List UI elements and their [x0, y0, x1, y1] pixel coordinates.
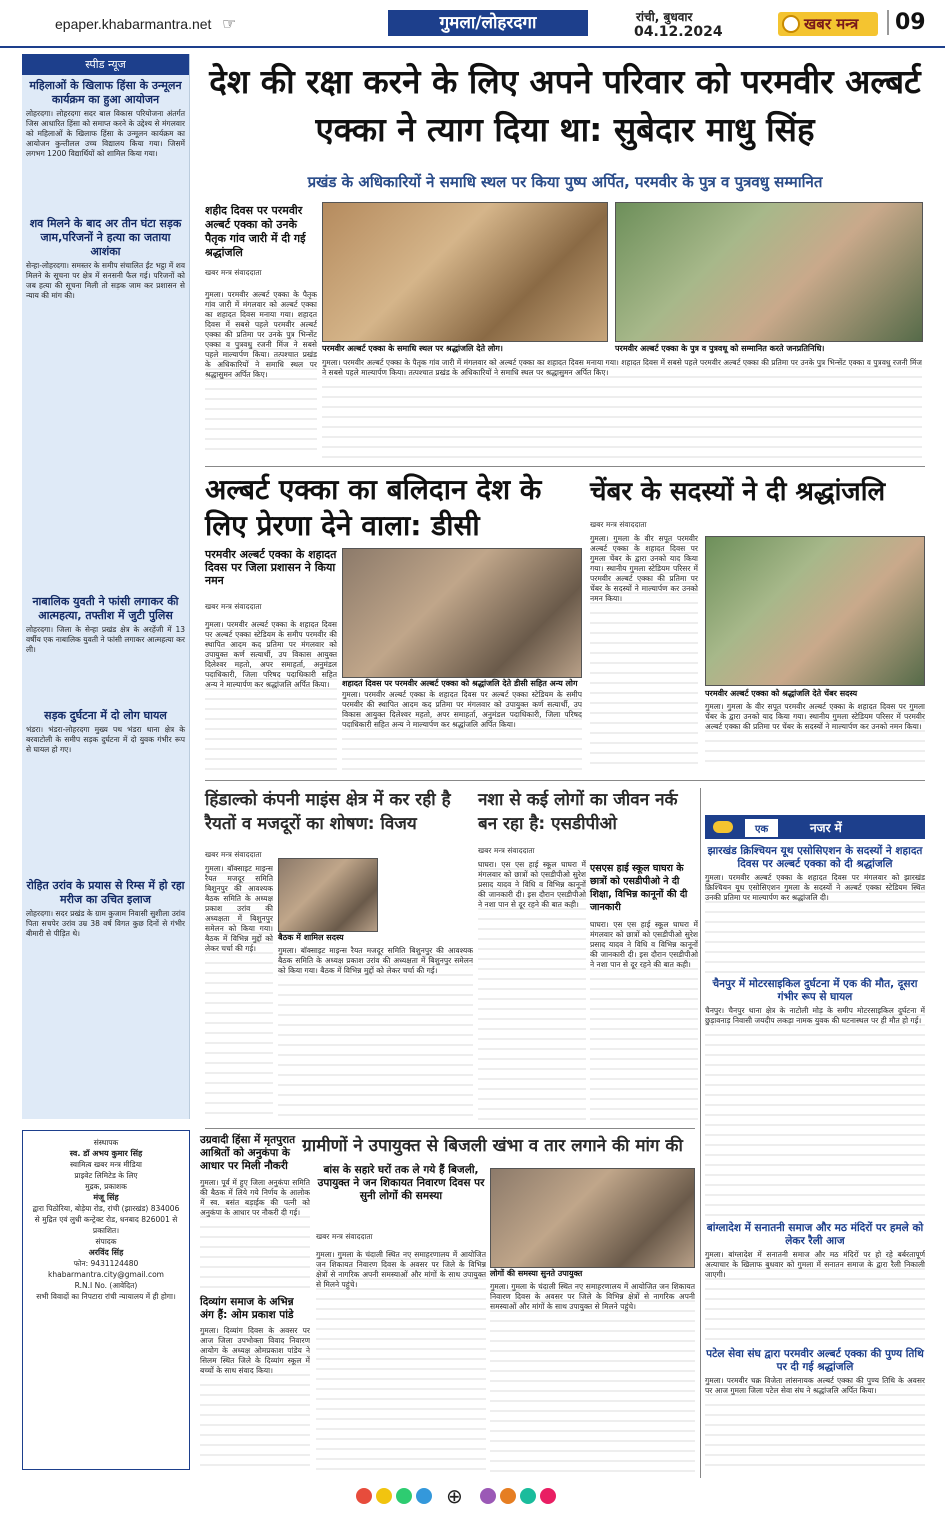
dateline-city: रांची, बुधवार	[636, 10, 693, 24]
lead-body-cols: गुमला। परमवीर अल्बर्ट एक्का के पैतृक गांव जारी में मंगलवार को अल्बर्ट एक्का का शहादत दिवस मनाया गया। शहादत दिवस में सबसे पहले परमवीर अल्बर्ट एक्का की प्रतिमा पर उनके पुत्र भिन्सेंट एक्का व पुत्रवधु रजनी मिंज ने सबसे पहले माल्यार्पण किया। तत्पश्चात प्रखंड के अधिकारियों ने समाधि स्थल पर श्रद्धासुमन अर्पित किए।	[322, 358, 922, 458]
rail-body: भंडरा। भंडरा-लोहरदगा मुख्य पथ भंडरा थाना क्षेत्र के बरवाटोली के समीप सड़क दुर्घटना में दो युवक गंभीर रूप से घायल हो गए।	[26, 725, 185, 754]
bijli-intro: बांस के सहारे घरों तक ले गये हैं बिजली, उपायुक्त ने जन शिकायत निवारण दिवस पर सुनी लोगों की समस्या	[317, 1164, 485, 1202]
band-ek: एक	[745, 819, 778, 837]
hindalco-body-col-1: गुमला। बॉक्साइट माइन्स रैयत मजदूर समिति बिशुनपुर की आवश्यक बैठक समिति के अध्यक्ष प्रकाश उरांव की अध्यक्षता में बिशुनपुर समेलन को किया गया। बैठक में विभिन्न मुद्दों को लेकर चर्चा की गई।	[205, 864, 273, 1122]
registration-dot	[520, 1488, 536, 1504]
dc-body-cols: गुमला। परमवीर अल्बर्ट एक्का के शहादत दिवस पर अल्बर्ट एक्का स्टेडियम के समीप परमवीर की स्थापित आदम कद प्रतिमा पर मंगलवार को उपायुक्त कर्ण सत्यार्थी, उप विकास आयुक्त दिलेश्वर महतो, अपर समाहर्ता, अनुमंडल पदाधिकारी, जिला परिषद पदाधिकारी सहित अन्य ने माल्यार्पण कर श्रद्धांजलि अर्पित किया।	[342, 690, 582, 770]
dc-byline: खबर मन्त्र संवाददाता	[205, 602, 262, 611]
chamber-photo[interactable]	[705, 536, 925, 686]
rail-item[interactable]	[22, 75, 189, 213]
lead-subheadline: प्रखंड के अधिकारियों ने समाधि स्थल पर किया पुष्प अर्पित, परमवीर के पुत्र व पुत्रवधु सम्मानित	[307, 173, 823, 191]
nazar-body: गुमला। परमवीर चक्र विजेता लांसनायक अल्बर्ट एक्का की पुण्य तिथि के अवसर पर आज गुमला जिला पटेल सेवा संघ ने श्रद्धांजलि अर्पित किया।	[705, 1376, 925, 1472]
bullet-icon	[713, 821, 733, 833]
registration-dot	[540, 1488, 556, 1504]
column-divider	[700, 788, 701, 1478]
bijli-photo-caption: लोगों की समस्या सुनते उपायुक्त	[490, 1268, 695, 1279]
nazar-body: चैनपुर। चैनपुर थाना क्षेत्र के नाटोली मोड़ के समीप मोटरसाइकिल दुर्घटना में छुड़ावनाड़ निवासी जयदीप लकड़ा नामक युवक की घटनास्थल पर ही मौत हो गई।	[705, 1006, 925, 1218]
site-url[interactable]: epaper.khabarmantra.net	[55, 16, 212, 32]
divyang-body: गुमला। दिव्यांग दिवस के अवसर पर आज जिला उपभोक्ता विवाद निवारण आयोग के अध्यक्ष ओमप्रकाश पांडेय ने सिलम स्थित जिले के दिव्यांग स्कूल में बच्चों के साथ संवाद किया।	[200, 1326, 310, 1474]
hindalco-body-cols: गुमला। बॉक्साइट माइन्स रैयत मजदूर समिति बिशुनपुर की आवश्यक बैठक समिति के अध्यक्ष प्रकाश उरांव की अध्यक्षता में बिशुनपुर समेलन को किया गया। बैठक में विभिन्न मुद्दों को लेकर चर्चा की गई।	[278, 946, 473, 1122]
address: द्वारा पिठोरिया, बोड़ेया रोड, रांची (झारखंड) 834006 से मुद्रित एवं लुधी कन्ट्रेक्ट रोड, धनबाद 826001 से प्रकाशित।	[32, 1204, 180, 1235]
nasha-body-col-1: घाघरा। एस एस हाई स्कूल घाघरा में मंगलवार को छात्रों को एसडीपीओ सुरेश प्रसाद यादव ने विधि व विभिन्न कानूनों की जानकारी दी। इस दौरान एसडीपीओ ने नशा पान से दूर रहने की बात कही।	[478, 860, 586, 1122]
registration-dot	[480, 1488, 496, 1504]
lead-photo-1[interactable]	[322, 202, 608, 342]
lead-photo-2[interactable]	[615, 202, 923, 342]
legal-note: सभी विवादों का निपटारा रांची न्यायालय में ही होगा।	[36, 1292, 176, 1301]
nasha-headline[interactable]: नशा से कई लोगों का जीवन नर्क बन रहा है: एसडीपीओ	[478, 790, 678, 834]
hindalco-photo[interactable]	[278, 858, 378, 932]
rail-headline: सड़क दुर्घटना में दो लोग घायल	[44, 709, 167, 722]
printer-label: मुद्रक, प्रकाशक	[85, 1182, 127, 1191]
nasha-byline: खबर मन्त्र संवाददाता	[478, 846, 535, 855]
bijli-body-col-1: गुमला। गुमला के चंदाली स्थित नए समाहरणालय में आयोजित जन शिकायत निवारण दिवस के अवसर पर जिले के विभिन्न क्षेत्रों से नागरिक अपनी समस्याओं और मांगों के साथ उपायुक्त से मिलने पहुंचे।	[316, 1250, 486, 1474]
chamber-byline: खबर मन्त्र संवाददाता	[590, 520, 647, 529]
section-title: गुमला/लोहरदगा	[388, 10, 588, 36]
chamber-body: गुमला। गुमला के वीर सपूत परमवीर अल्बर्ट एक्का के शहादत दिवस पर गुमला चेंबर के द्वारा उनको याद किया गया। स्थानीय गुमला स्टेडियम परिसर में परमवीर अल्बर्ट एक्का की प्रतिमा पर चेंबर के सदस्यों ने माल्यार्पण कर उनको नमन किया।	[590, 534, 698, 770]
logo-icon	[782, 15, 800, 33]
ek-nazar-band	[705, 815, 925, 839]
rail-body: लोहरदगा। सदर प्रखंड के ग्राम कुजाम निवासी सुशीला उरांव पिता सचपेर उरांव उम्र 38 वर्ष विगत कुछ दिनों से गंभीर बीमारी से पीड़ित थे।	[26, 909, 185, 938]
nasha-body-col-2: घाघरा। एस एस हाई स्कूल घाघरा में मंगलवार को छात्रों को एसडीपीओ सुरेश प्रसाद यादव ने विधि व विभिन्न कानूनों की जानकारी दी। इस दौरान एसडीपीओ ने नशा पान से दूर रहने की बात कही।	[590, 920, 698, 1122]
pointer-hand-icon: ☞	[222, 14, 237, 33]
publisher-label: स्वामित्व खबर मन्त्र मीडिया	[70, 1160, 142, 1169]
chamber-photo-caption: परमवीर अल्बर्ट एक्का को श्रद्धांजलि देते चेंबर सदस्य	[705, 688, 925, 699]
rail-headline: नाबालिक युवती ने फांसी लगाकर की आत्महत्या, तफ्तीश में जुटी पुलिस	[32, 595, 179, 622]
page-header	[0, 0, 945, 48]
lead-headline[interactable]: देश की रक्षा करने के लिए अपने परिवार को परमवीर अल्बर्ट एक्का ने त्याग दिया था: सुबेदार माधु सिंह	[209, 62, 921, 149]
lead-intro: शहीद दिवस पर परमवीर अल्बर्ट एक्का को उनके पैतृक गांव जारी में दी गई श्रद्धांजलि	[205, 204, 306, 259]
rail-item[interactable]	[22, 875, 189, 1029]
rail-item[interactable]	[22, 705, 189, 875]
lead-photo-2-caption: परमवीर अल्बर्ट एक्का के पुत्र व पुत्रवधू को सम्मानित करते जनप्रतिनिधि।	[615, 343, 923, 354]
crosshair-icon: ⊕	[446, 1484, 463, 1508]
rail-headline: महिलाओं के खिलाफ हिंसा के उन्मूलन कार्यक्रम का हुआ आयोजन	[29, 79, 182, 106]
naukri-body: गुमला। पूर्व में हुए जिला अनुकंपा समिति की बैठक में लिये गये निर्णय के आलोक में स्व. बसंत बड़ाईक की पत्नी को अनुकंपा के आधार पर नौकरी दी गई।	[200, 1178, 310, 1288]
dc-photo-caption: शहादत दिवस पर परमवीर अल्बर्ट एक्का को श्रद्धांजलि देते डीसी सहित अन्य लोग	[342, 678, 582, 689]
nazar-headline[interactable]: बांग्लादेश में सनातनी समाज और मठ मंदिरों पर हमले को लेकर रैली आज	[706, 1222, 924, 1247]
lead-photo-1-caption: परमवीर अल्बर्ट एक्का के समाधि स्थल पर श्रद्धांजलि देते लोग।	[322, 343, 608, 354]
rail-body: लोहरदगा। लोहरदगा सदर बाल विकास परियोजना अंतर्गत जिस आधारित हिंसा को समाप्त करने के उद्देश्य से मंगलवार को महिलाओं के खिलाफ हिंसा के उन्मूलन कार्यक्रम का आयोजन कुन्तीलल उच्च विद्यालय किया गया। जिसमें लगभग 1200 विद्यार्थियों को शामिल किया गया।	[26, 109, 185, 158]
rail-body: सेन्हा-लोहरदगा। समस्तर के समीप संचालित ईंट भट्ठा में शव मिलने के सूचना पर क्षेत्र में सनसनी फैल गई। परिजनों को जब हत्या की सूचना मिली तो सड़क जाम कर प्रशासन से न्याय की मांग की।	[26, 261, 185, 300]
registration-dot	[416, 1488, 432, 1504]
imprint-box	[22, 1130, 190, 1470]
brand-name: खबर मन्त्र	[804, 15, 859, 33]
registration-dot	[356, 1488, 372, 1504]
bijli-headline[interactable]: ग्रामीणों ने उपायुक्त से बिजली खंभा व तार लगाने की मांग की	[302, 1136, 683, 1156]
divider	[205, 466, 925, 467]
nazar-headline[interactable]: झारखंड क्रिश्चियन यूथ एसोसिएशन के सदस्यों ने शहादत दिवस पर अल्बर्ट एक्का को दी श्रद्धांजलि	[707, 845, 923, 870]
print-registration-bar	[0, 1484, 945, 1508]
founder-name: स्व. डॉ अभय कुमार सिंह	[69, 1149, 143, 1158]
bijli-body-cols: गुमला। गुमला के चंदाली स्थित नए समाहरणालय में आयोजित जन शिकायत निवारण दिवस के अवसर पर जिले के विभिन्न क्षेत्रों से नागरिक अपनी समस्याओं और मांगों के साथ उपायुक्त से मिलने पहुंचे।	[490, 1282, 695, 1474]
nazar-body: गुमला। बांग्लादेश में सनातनी समाज और मठ मंदिरों पर हो रहे बर्बरतापूर्ण अत्याचार के खिलाफ बुधवार को गुमला में सनातन समाज के द्वारा रैली निकाली जाएगी।	[705, 1250, 925, 1342]
divyang-headline[interactable]: दिव्यांग समाज के अभिन्न अंग हैं: ओम प्रकाश पांडे	[200, 1296, 294, 1321]
dc-body-col-1: गुमला। परमवीर अल्बर्ट एक्का के शहादत दिवस पर अल्बर्ट एक्का स्टेडियम के समीप परमवीर की स्थापित आदम कद प्रतिमा पर मंगलवार को उपायुक्त कर्ण सत्यार्थी, उप विकास आयुक्त दिलेश्वर महतो, अपर समाहर्ता, अनुमंडल पदाधिकारी, जिला परिषद पदाधिकारी सहित अन्य ने माल्यार्पण कर श्रद्धांजलि अर्पित किया।	[205, 620, 337, 770]
chamber-headline[interactable]: चेंबर के सदस्यों ने दी श्रद्धांजलि	[590, 477, 886, 507]
page-number: 09	[887, 10, 926, 35]
bijli-byline: खबर मन्त्र संवाददाता	[316, 1232, 373, 1241]
dateline-date: 04.12.2024	[634, 24, 723, 40]
nazar-body: गुमला। परमवीर अल्बर्ट एक्का के शहादत दिवस पर मंगलवार को झारखंड क्रिश्चियन यूथ एसोसिएशन गुमला के सदस्यों ने अल्बर्ट एक्का स्टेडियम स्थित उनकी प्रतिमा पर माल्यार्पण कर श्रद्धांजलि दी।	[705, 873, 925, 973]
rni: R.N.I No. (आवेदित)	[74, 1281, 138, 1290]
lead-body-col-1: गुमला। परमवीर अल्बर्ट एक्का के पैतृक गांव जारी में मंगलवार को अल्बर्ट एक्का का शहादत दिवस मनाया गया। शहादत दिवस में सबसे पहले परमवीर अल्बर्ट एक्का की प्रतिमा पर उनके पुत्र भिन्सेंट एक्का व पुत्रवधु रजनी मिंज ने सबसे पहले माल्यार्पण किया। तत्पश्चात प्रखंड के अधिकारियों ने समाधि स्थल पर श्रद्धासुमन अर्पित किए।	[205, 290, 317, 450]
registration-dot	[396, 1488, 412, 1504]
registration-dot	[500, 1488, 516, 1504]
rail-item[interactable]	[22, 591, 189, 705]
rail-body: लोहरदगा। जिला के सेन्हा प्रखंड क्षेत्र के अरहेंजी में 13 वर्षीय एक नाबालिक युवती ने फांसी लगाकर आत्महत्या कर ली।	[26, 625, 185, 654]
phone[interactable]: फोन: 9431124480	[73, 1259, 139, 1268]
hindalco-headline[interactable]: हिंडाल्को कंपनी माइंस क्षेत्र में कर रही है रैयतों व मजदूरों का शोषण: विजय	[205, 790, 451, 834]
hindalco-byline: खबर मन्त्र संवाददाता	[205, 850, 262, 859]
dc-photo[interactable]	[342, 548, 582, 678]
editor-name: अरविंद सिंह	[88, 1248, 124, 1257]
nazar-headline[interactable]: चैनपुर में मोटरसाइकिल दुर्घटना में एक की मौत, दूसरा गंभीर रूप से घायल	[712, 978, 918, 1003]
rail-headline: रोहित उरांव के प्रयास से रिम्स में हो रहा मरीज का उचित इलाज	[26, 879, 185, 906]
founder-label: संस्थापक	[93, 1138, 119, 1147]
nazar-headline[interactable]: पटेल सेवा संघ द्वारा परमवीर अल्बर्ट एक्का की पुण्य तिथि पर दी गई श्रद्धांजलि	[706, 1348, 924, 1373]
dc-intro: परमवीर अल्बर्ट एक्का के शहादत दिवस पर जिला प्रशासन ने किया नमन	[205, 548, 337, 587]
email[interactable]: khabarmantra.city@gmail.com	[48, 1270, 164, 1279]
divider	[205, 1128, 695, 1129]
speed-news-rail	[22, 54, 190, 1119]
bijli-photo[interactable]	[490, 1168, 695, 1268]
nasha-subhead: एसएस हाई स्कूल घाघरा के छात्रों को एसडीपीओ ने दी शिक्षा, विभिन्न कानूनों की दी जानकारी	[590, 863, 688, 913]
rail-item[interactable]	[22, 213, 189, 591]
chamber-body-2: गुमला। गुमला के वीर सपूत परमवीर अल्बर्ट एक्का के शहादत दिवस पर गुमला चेंबर के द्वारा उनको याद किया गया। स्थानीय गुमला स्टेडियम परिसर में परमवीर अल्बर्ट एक्का की प्रतिमा पर चेंबर के सदस्यों ने माल्यार्पण कर उनको नमन किया।	[705, 702, 925, 768]
rail-label: स्पीड न्यूज	[22, 54, 189, 75]
band-nazar: नजर में	[810, 821, 842, 835]
dc-headline[interactable]: अल्बर्ट एक्का का बलिदान देश के लिए प्रेरणा देने वाला: डीसी	[205, 473, 542, 542]
naukri-headline[interactable]: उग्रवादी हिंसा में मृतपुरात आश्रितों को अनुकंपा के आधार पर मिली नौकरी	[200, 1134, 296, 1172]
divider	[205, 780, 925, 781]
hindalco-photo-caption: बैठक में शामिल सदस्य	[278, 932, 378, 943]
printer-name: मंजू सिंह	[93, 1193, 119, 1202]
rail-headline: शव मिलने के बाद अर तीन घंटा सड़क जाम,परिजनों ने हत्या का जताया आशंका	[29, 217, 182, 258]
editor-label: संपादक	[95, 1237, 117, 1246]
lead-byline: खबर मन्त्र संवाददाता	[205, 268, 262, 277]
registration-dot	[376, 1488, 392, 1504]
brand-logo	[778, 12, 878, 36]
publisher: प्राइवेट लिमिटेड के लिए	[74, 1171, 138, 1180]
